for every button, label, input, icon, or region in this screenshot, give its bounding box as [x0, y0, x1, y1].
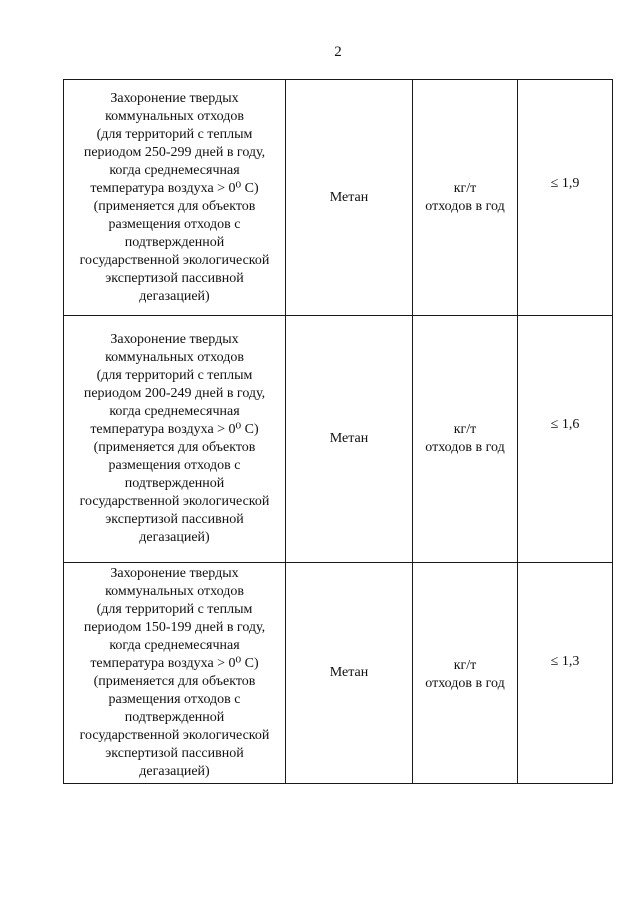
description-line: коммунальных отходов	[105, 350, 244, 365]
gas-name: Метан	[329, 665, 369, 680]
description-line: государственной экологической	[79, 728, 270, 743]
description-line: подтвержденной	[124, 234, 225, 250]
description-line: коммунальных отходов	[105, 108, 244, 124]
unit-line: кг/т	[453, 658, 477, 673]
unit-line: отходов в год	[425, 440, 505, 455]
description-line: государственной экологической	[79, 252, 270, 268]
unit-cell	[413, 563, 518, 784]
unit-line: отходов в год	[425, 676, 505, 691]
description-line: (применяется для объектов	[93, 674, 256, 689]
description-line: Захоронение твердых	[110, 566, 239, 581]
value-cell	[518, 80, 613, 316]
description-line: подтвержденной	[124, 710, 225, 725]
description-line: размещения отходов с	[108, 216, 241, 232]
description-line: (для территорий с теплым	[96, 368, 253, 383]
activity-description-cell	[64, 563, 286, 784]
gas-cell	[286, 80, 413, 316]
description-line: периодом 200-249 дней в году,	[83, 386, 266, 401]
description-line: Захоронение твердых	[110, 332, 239, 347]
activity-description-cell	[64, 316, 286, 563]
description-line: дегазацией)	[139, 530, 210, 545]
page-number: 2	[334, 44, 342, 60]
description-line: когда среднемесячная	[109, 162, 240, 178]
table-row	[64, 563, 613, 784]
unit-line: кг/т	[453, 422, 477, 437]
description-line: когда среднемесячная	[109, 404, 240, 419]
table-row	[64, 80, 613, 316]
gas-cell	[286, 563, 413, 784]
description-line: когда среднемесячная	[109, 638, 240, 653]
description-line: температура воздуха > 0⁰ С)	[90, 422, 259, 437]
gas-cell	[286, 316, 413, 563]
table-row	[64, 316, 613, 563]
description-line: размещения отходов с	[108, 692, 241, 707]
emission-value: ≤ 1,6	[550, 417, 580, 432]
unit-line: отходов в год	[425, 198, 505, 214]
description-line: дегазацией)	[139, 288, 210, 304]
description-line: периодом 150-199 дней в году,	[83, 620, 266, 635]
description-line: (для территорий с теплым	[96, 126, 253, 142]
description-line: температура воздуха > 0⁰ С)	[90, 656, 259, 671]
emission-value: ≤ 1,3	[550, 654, 580, 669]
description-line: (применяется для объектов	[93, 440, 256, 455]
description-line: экспертизой пассивной	[105, 270, 244, 286]
description-line: температура воздуха > 0⁰ С)	[90, 180, 259, 196]
gas-name: Метан	[329, 431, 369, 446]
description-line: дегазацией)	[139, 764, 210, 779]
gas-name: Метан	[329, 189, 369, 205]
unit-cell	[413, 80, 518, 316]
value-cell	[518, 563, 613, 784]
description-line: экспертизой пассивной	[105, 512, 244, 527]
value-cell	[518, 316, 613, 563]
emission-value: ≤ 1,9	[550, 175, 580, 191]
description-line: (для территорий с теплым	[96, 602, 253, 617]
description-line: экспертизой пассивной	[105, 746, 244, 761]
description-line: периодом 250-299 дней в году,	[83, 144, 266, 160]
description-line: коммунальных отходов	[105, 584, 244, 599]
emission-factors-table	[63, 79, 613, 784]
unit-line: кг/т	[453, 180, 477, 196]
description-line: государственной экологической	[79, 494, 270, 509]
activity-description-cell	[64, 80, 286, 316]
unit-cell	[413, 316, 518, 563]
description-line: Захоронение твердых	[110, 90, 239, 106]
description-line: подтвержденной	[124, 476, 225, 491]
description-line: (применяется для объектов	[93, 198, 256, 214]
description-line: размещения отходов с	[108, 458, 241, 473]
